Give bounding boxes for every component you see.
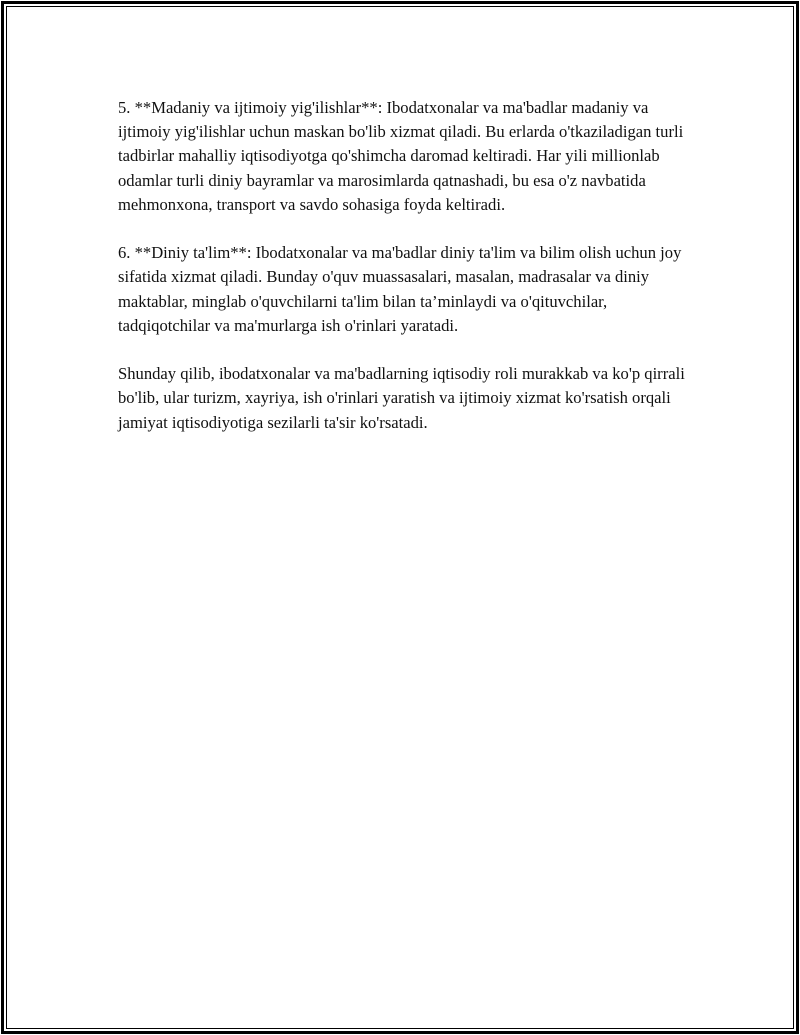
paragraph-cultural-gatherings: 5. **Madaniy va ijtimoiy yig'ilishlar**: Ibodatxonalar va ma'badlar madaniy va ijtimoiy yig'ilishlar uchun maskan bo'lib xizmat qiladi. Bu erlarda o'tkaziladigan turli tadbirlar mahalliy iqtisodiyotga qo'shimcha daromad keltiradi. Har yili millionlab odamlar turli diniy bayramlar va marosimlarda qatnashadi, bu esa o'z navbatida mehmonxona, transport va savdo sohasiga foyda keltiradi. xyxy=(118,98,684,214)
page-border xyxy=(1,1,799,1034)
paragraph-conclusion: Shunday qilib, ibodatxonalar va ma'badlarning iqtisodiy roli murakkab va ko'p qirrali bo'lib, ular turizm, xayriya, ish o'rinlari yaratish va ijtimoiy xizmat ko'rsatish orqali jamiyat iqtisodiyotiga sezilarli ta'sir ko'rsatadi. xyxy=(118,364,685,432)
document-body xyxy=(118,96,698,459)
paragraph-religious-education: 6. **Diniy ta'lim**: Ibodatxonalar va ma'badlar diniy ta'lim va bilim olish uchun joy sifatida xizmat qiladi. Bunday o'quv muassasalari, masalan, madrasalar va diniy maktablar, minglab o'quvchilarni ta'lim bilan ta’minlaydi va o'qituvchilar, tadqiqotchilar va ma'murlarga ish o'rinlari yaratadi. xyxy=(118,243,682,335)
